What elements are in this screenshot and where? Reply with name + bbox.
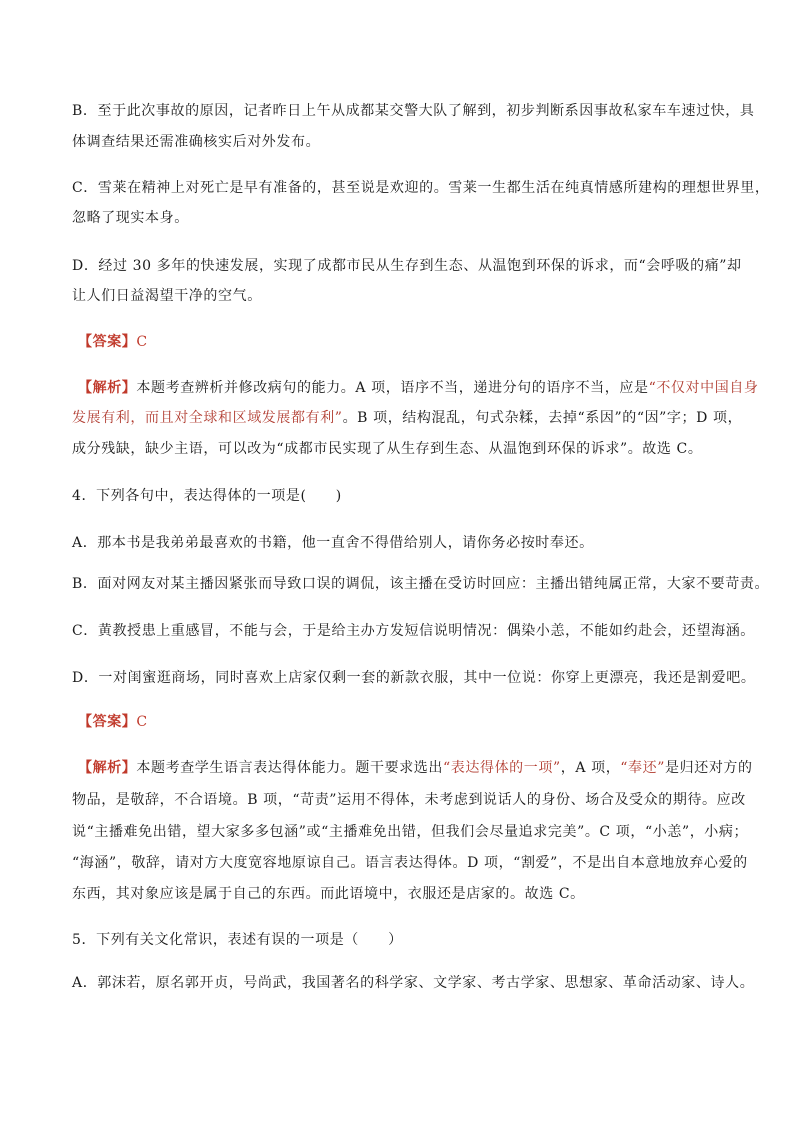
q4-analysis-line1 [78,760,754,776]
q4-option-a: A．那本书是我弟弟最喜欢的书籍，他一直舍不得借给别人，请你务必按时奉还。 [72,535,594,551]
analysis-quote: “奉还” [620,760,666,776]
analysis-tag: 【解析】 [78,760,137,776]
q3-option-d-line1: D．经过 30 多年的快速发展，实现了成都市民从生存到生态、从温饱到环保的诉求，而“会呼吸的痛”却 [72,258,742,274]
q3-option-c-line2: 忽略了现实本身。 [72,210,189,226]
analysis-quote: 发展有利，而且对全球和区域发展都有利” [72,410,343,426]
answer-value: C [136,334,148,350]
analysis-text: 本题考查学生语言表达得体能力。题干要求选出 [136,760,444,776]
q4-stem: 4．下列各句中，表达得体的一项是( ) [72,488,342,504]
q4-analysis-line2: 物品，是敬辞，不合语境。B 项，“苛责”运用不得体，未考虑到说话人的身份、场合及受众的期待。应改 [72,792,746,808]
q3-option-b-line1: B．至于此次事故的原因，记者昨日上午从成都某交警大队了解到，初步判断系因事故私家车车速过快，具 [72,103,755,119]
q4-analysis-line4: “海涵”，敬辞，请对方大度宽容地原谅自己。语言表达得体。D 项，“割爱”，不是出自本意地放弃心爱的 [72,855,748,871]
q3-analysis-line2 [72,410,754,426]
q3-option-d-line2: 让人们日益渴望干净的空气。 [72,288,262,304]
q4-answer [78,714,754,730]
analysis-text: 。B 项，结构混乱，句式杂糅，去掉“系因”的“因”字；D 项， [342,410,743,426]
analysis-text: 本题考查辨析并修改病句的能力。A 项，语序不当，递进分句的语序不当，应是 [136,380,649,396]
analysis-quote: “不仅对中国自身 [648,380,759,396]
q3-answer [78,334,754,350]
analysis-quote: “表达得体的一项” [443,760,561,776]
answer-tag: 【答案】 [78,334,137,350]
analysis-text: ，A 项， [560,760,621,776]
analysis-text: 是归还对方的 [665,760,753,776]
analysis-tag: 【解析】 [78,380,137,396]
q5-stem: 5．下列有关文化常识，表述有误的一项是（ ） [72,932,403,948]
q3-analysis-line3: 成分残缺，缺少主语，可以改为“成都市民实现了从生存到生态、从温饱到环保的诉求”。故选 C。 [72,441,703,457]
q4-analysis-line5: 东西，其对象应该是属于自己的东西。而此语境中，衣服还是店家的。故选 C。 [72,886,585,902]
q5-option-a: A．郭沫若，原名郭开贞，号尚武，我国著名的科学家、文学家、考古学家、思想家、革命活动家、诗人。 [72,975,755,991]
answer-value: C [136,714,148,730]
q3-option-b-line2: 体调查结果还需准确核实后对外发布。 [72,134,321,150]
q4-option-c: C．黄教授患上重感冒，不能与会，于是给主办方发短信说明情况：偶染小恙，不能如约赴会，还望海涵。 [72,623,755,639]
q3-analysis-line1 [78,380,759,396]
q4-option-b: B．面对网友对某主播因紧张而导致口误的调侃，该主播在受访时回应：主播出错纯属正常，大家不要苛责。 [72,576,770,592]
q4-option-d: D．一对闺蜜逛商场，同时喜欢上店家仅剩一套的新款衣服，其中一位说：你穿上更漂亮，我还是割爱吧。 [72,670,756,686]
answer-tag: 【答案】 [78,714,137,730]
q3-option-c-line1: C．雪莱在精神上对死亡是早有准备的，甚至说是欢迎的。雪莱一生都生活在纯真情感所建构的理想世界里， [72,180,770,196]
q4-analysis-line3: 说“主播难免出错，望大家多多包涵”或“主播难免出错，但我们会尽量追求完美”。C 项，“小恙”，小病； [72,824,749,840]
